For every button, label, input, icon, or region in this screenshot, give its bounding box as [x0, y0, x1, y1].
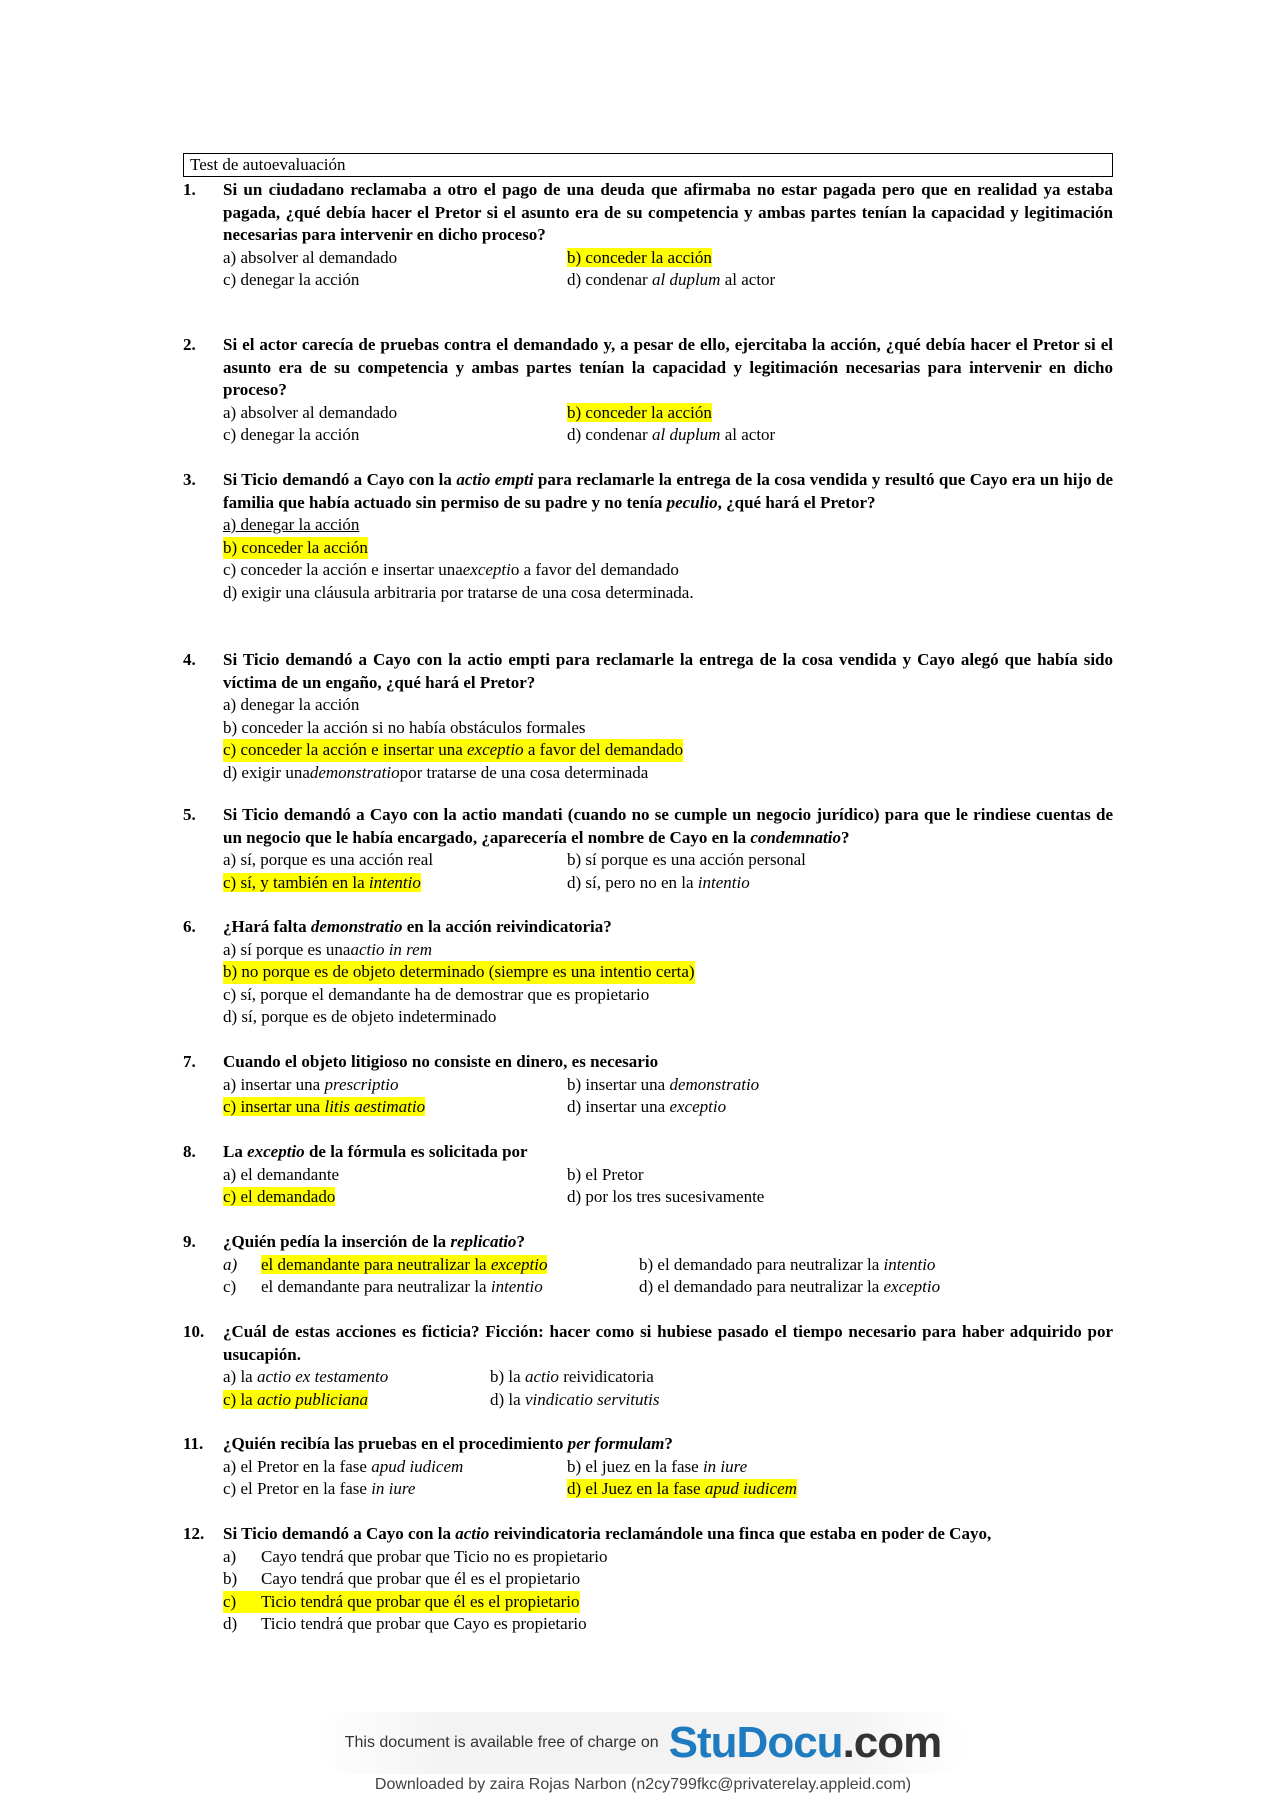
- question-12: [183, 1523, 1113, 1638]
- option-c: c) el demandante para neutralizar la intentio: [223, 1277, 543, 1296]
- question-number: 6.: [183, 917, 196, 936]
- option-a: a) denegar la acción: [223, 515, 360, 534]
- option-b: b) conceder la acción si no había obstáculos formales: [223, 717, 586, 737]
- option-a: a) el Pretor en la fase apud iudicem: [223, 1456, 464, 1476]
- option-b: b) insertar una demonstratio: [567, 1074, 760, 1094]
- option-c: c) sí, porque el demandante ha de demostrar que es propietario: [223, 984, 650, 1004]
- option-d: d) sí, pero no en la intentio: [567, 872, 750, 892]
- option-a: a) insertar una prescriptio: [223, 1074, 399, 1094]
- footer-banner[interactable]: [318, 1712, 968, 1774]
- option-a: a) sí porque es una actio in rem: [223, 939, 432, 959]
- option-c-correct: c) conceder la acción e insertar una exceptio a favor del demandado: [223, 739, 683, 762]
- option-d: d) la vindicatio servitutis: [490, 1389, 660, 1409]
- question-8: [183, 1141, 1113, 1231]
- question-4: [183, 649, 1113, 804]
- studocu-footer: [318, 1712, 968, 1802]
- question-text: ¿Cuál de estas acciones es ficticia? Ficción: hacer como si hubiese pasado el tiempo necesario para haber adquirido por usucapión.: [223, 1322, 1113, 1364]
- option-c-correct: c) el demandado: [223, 1187, 336, 1206]
- option-d: d) insertar una exceptio: [567, 1097, 727, 1116]
- question-text: Si el actor carecía de pruebas contra el demandado y, a pesar de ello, ejercitaba la acción, ¿qué debía hacer el Pretor si el asunto era de su competencia y ambas partes tenían la capacidad y legitimación necesarias para intervenir en dicho proceso?: [223, 335, 1113, 399]
- question-text: ¿Hará falta demonstratio en la acción reivindicatoria?: [223, 917, 612, 936]
- question-text: La exceptio de la fórmula es solicitada por: [223, 1142, 528, 1161]
- downloaded-by-text: Downloaded by zaira Rojas Narbon (n2cy799fkc@privaterelay.appleid.com): [374, 1776, 912, 1793]
- document-page: [183, 153, 1113, 1638]
- option-b-correct: b) no porque es de objeto determinado (siempre es una intentio certa): [223, 961, 695, 984]
- test-title: Test de autoevaluación: [183, 153, 1113, 177]
- option-d: d) el demandado para neutralizar la exceptio: [639, 1277, 941, 1296]
- option-b: b) la actio reividicatoria: [490, 1367, 654, 1386]
- question-number: 5.: [183, 805, 196, 824]
- option-c-correct: c) Ticio tendrá que probar que él es el propietario: [223, 1591, 580, 1614]
- question-text: Si un ciudadano reclamaba a otro el pago de una deuda que afirmaba no estar pagada pero que en realidad ya estaba pagada, ¿qué debía hacer el Pretor si el asunto era de su competencia y ambas partes tenían la capacidad y legitimación necesarias para intervenir en dicho proceso?: [223, 180, 1113, 244]
- question-number: 10.: [183, 1322, 205, 1341]
- option-c: c) denegar la acción: [223, 270, 360, 289]
- question-text: Cuando el objeto litigioso no consiste en dinero, es necesario: [223, 1052, 659, 1071]
- question-number: 8.: [183, 1142, 196, 1161]
- question-9: [183, 1231, 1113, 1321]
- option-b: b) el Pretor: [567, 1164, 644, 1184]
- option-c: c) conceder la acción e insertar una excepti o a favor del demandado: [223, 560, 679, 579]
- question-number: 4.: [183, 650, 196, 669]
- option-c: c) denegar la acción: [223, 425, 360, 444]
- option-d: d) condenar al duplum al actor: [567, 270, 776, 289]
- question-text: Si Ticio demandó a Cayo con la actio empti para reclamarle la entrega de la cosa vendida y Cayo alegó que había sido víctima de un engaño, ¿qué hará el Pretor?: [223, 650, 1113, 692]
- option-a: a) el demandante: [223, 1164, 340, 1184]
- option-a: a) la actio ex testamento: [223, 1367, 389, 1386]
- question-2: [183, 334, 1113, 469]
- option-b: b) el juez en la fase in iure: [567, 1456, 748, 1476]
- option-a-correct: a) el demandante para neutralizar la exceptio: [223, 1254, 548, 1274]
- question-number: 9.: [183, 1232, 196, 1251]
- option-b: b) el demandado para neutralizar la intentio: [639, 1254, 936, 1274]
- question-10: [183, 1321, 1113, 1433]
- question-11: [183, 1433, 1113, 1523]
- question-text: ¿Quién pedía la inserción de la replicatio?: [223, 1232, 525, 1251]
- studocu-logo[interactable]: StuDocu.com: [668, 1718, 942, 1767]
- option-d: d) Ticio tendrá que probar que Cayo es propietario: [223, 1614, 587, 1633]
- option-a: a) denegar la acción: [223, 695, 360, 714]
- option-d: d) sí, porque es de objeto indeterminado: [223, 1007, 497, 1026]
- option-d-correct: d) el Juez en la fase apud iudicem: [567, 1479, 797, 1498]
- question-number: 11.: [183, 1434, 204, 1453]
- question-text: Si Ticio demandó a Cayo con la actio empti para reclamarle la entrega de la cosa vendida y resultó que Cayo era un hijo de familia que había actuado sin permiso de su padre y no tenía peculio, ¿qué hará el Pretor?: [223, 470, 1113, 512]
- question-5: [183, 804, 1113, 916]
- option-b-correct: b) conceder la acción: [567, 247, 712, 267]
- question-number: 1.: [183, 180, 196, 199]
- question-text: Si Ticio demandó a Cayo con la actio mandati (cuando no se cumple un negocio jurídico) para que le rindiese cuentas de un negocio que le había encargado, ¿aparecería el nombre de Cayo en la condemnatio?: [223, 805, 1113, 847]
- question-text: ¿Quién recibía las pruebas en el procedimiento per formulam?: [223, 1434, 673, 1453]
- question-number: 7.: [183, 1052, 196, 1071]
- question-1: [183, 179, 1113, 334]
- option-c-correct: c) sí, y también en la intentio: [223, 872, 421, 892]
- option-b-correct: b) conceder la acción: [223, 537, 368, 560]
- option-d: d) condenar al duplum al actor: [567, 425, 776, 444]
- option-c-correct: c) insertar una litis aestimatio: [223, 1097, 426, 1116]
- question-text: Si Ticio demandó a Cayo con la actio reivindicatoria reclamándole una finca que estaba en poder de Cayo,: [223, 1524, 992, 1543]
- option-d: d) exigir una cláusula arbitraria por tratarse de una cosa determinada.: [223, 582, 694, 602]
- option-b: b) sí porque es una acción personal: [567, 850, 806, 869]
- option-a: a) absolver al demandado: [223, 247, 398, 267]
- availability-text: This document is available free of charge on: [344, 1734, 659, 1751]
- question-3: [183, 469, 1113, 649]
- question-7: [183, 1051, 1113, 1141]
- question-number: 3.: [183, 470, 196, 489]
- option-a: a) absolver al demandado: [223, 402, 398, 422]
- option-a: a) sí, porque es una acción real: [223, 850, 434, 869]
- question-6: [183, 916, 1113, 1051]
- option-c: c) el Pretor en la fase in iure: [223, 1479, 416, 1498]
- question-number: 2.: [183, 335, 196, 354]
- option-c-correct: c) la actio publiciana: [223, 1389, 368, 1409]
- option-d: d) exigir una demonstratio por tratarse de una cosa determinada: [223, 762, 649, 782]
- question-number: 12.: [183, 1524, 205, 1543]
- option-b: b) Cayo tendrá que probar que él es el propietario: [223, 1569, 581, 1588]
- option-a: a) Cayo tendrá que probar que Ticio no es propietario: [223, 1546, 608, 1566]
- option-d: d) por los tres sucesivamente: [567, 1187, 765, 1206]
- option-b-correct: b) conceder la acción: [567, 402, 712, 422]
